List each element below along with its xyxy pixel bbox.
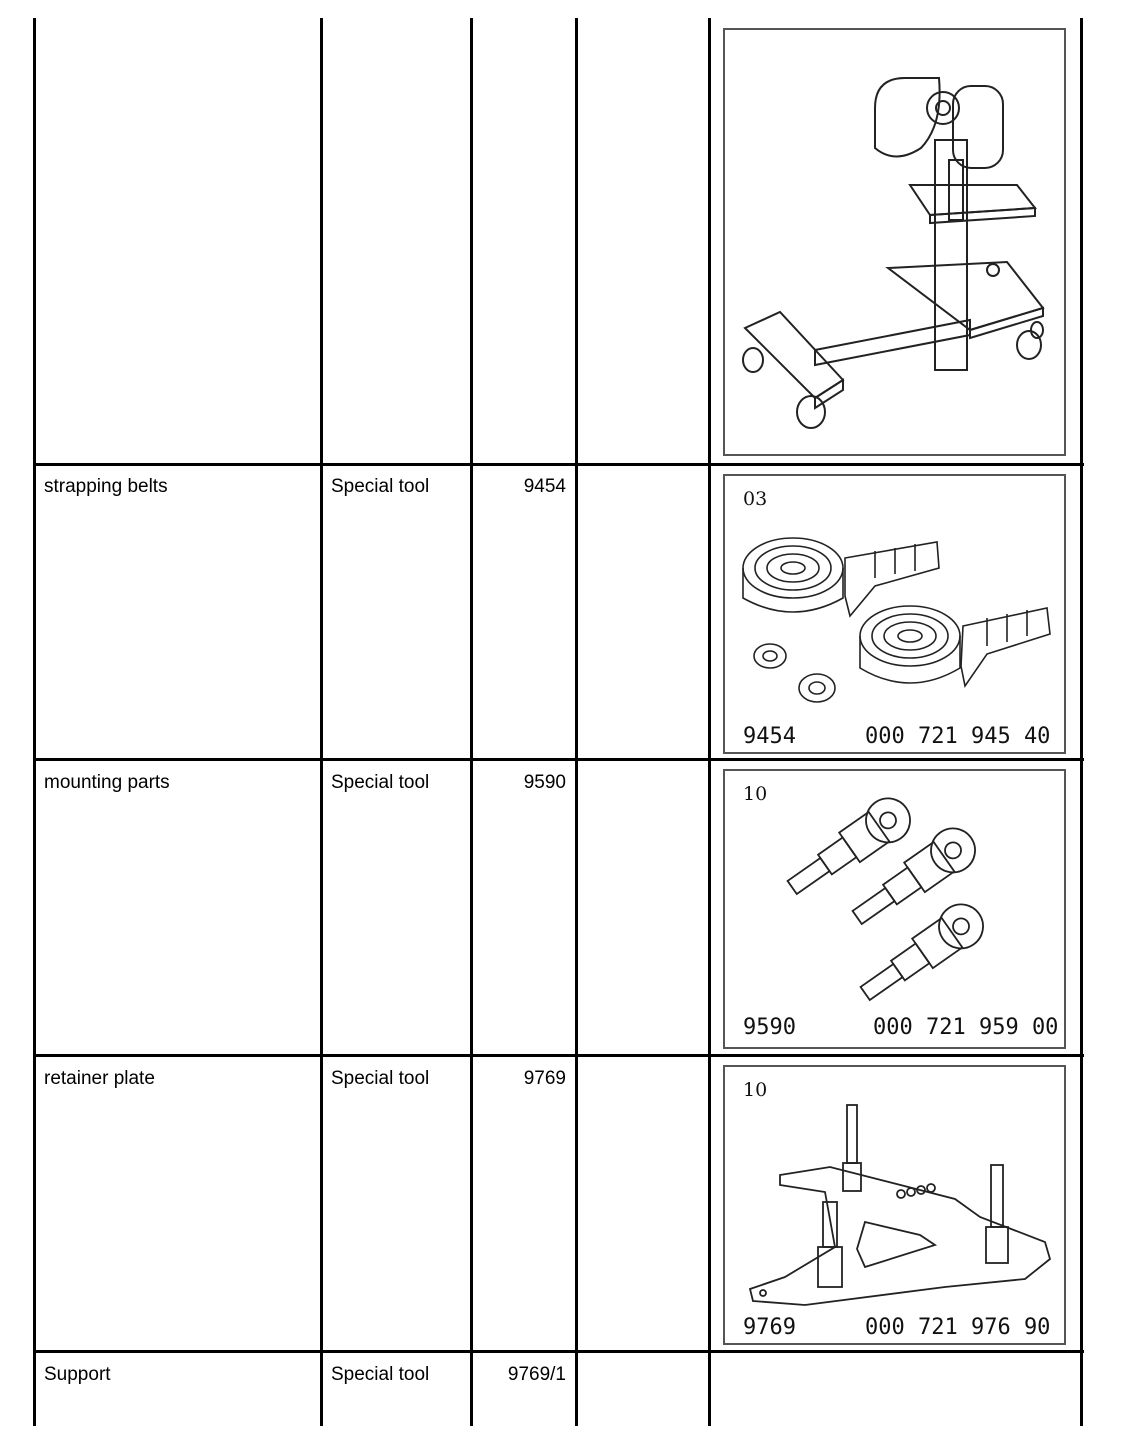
tool-description: retainer plate xyxy=(44,1068,155,1089)
figure-quantity: 10 xyxy=(743,1079,768,1101)
tool-description: Support xyxy=(44,1364,111,1385)
table-border-right xyxy=(1080,18,1083,1426)
tool-type: Special tool xyxy=(331,772,430,793)
figure-part-number: 000 721 976 90 xyxy=(865,1315,1051,1340)
tool-type: Special tool xyxy=(331,1068,430,1089)
tool-description: mounting parts xyxy=(44,772,170,793)
figure-part-number: 000 721 959 00 xyxy=(873,1015,1059,1040)
table-border-left xyxy=(33,18,36,1426)
tool-description: strapping belts xyxy=(44,476,168,497)
row-divider xyxy=(34,758,1084,761)
figure-quantity: 03 xyxy=(743,488,768,510)
tool-number: 9590 xyxy=(523,772,566,793)
tool-number: 9454 xyxy=(523,476,566,497)
column-divider xyxy=(575,18,578,1426)
figure-part-number: 000 721 945 40 xyxy=(865,724,1051,749)
row-divider xyxy=(34,463,1084,466)
column-divider xyxy=(708,18,711,1426)
column-divider xyxy=(470,18,473,1426)
tool-figure xyxy=(723,769,1066,1049)
figure-quantity: 10 xyxy=(743,783,768,805)
tool-figure xyxy=(723,474,1066,754)
mounting-bolts-icon xyxy=(725,771,1066,1049)
column-divider xyxy=(320,18,323,1426)
tool-figure xyxy=(723,28,1066,456)
tool-figure xyxy=(723,1065,1066,1345)
tool-type: Special tool xyxy=(331,1364,430,1385)
row-divider xyxy=(34,1350,1084,1353)
tool-number: 9769/1 xyxy=(507,1364,566,1385)
figure-tool-number: 9590 xyxy=(743,1015,796,1040)
figure-tool-number: 9769 xyxy=(743,1315,796,1340)
engine-stand-icon xyxy=(725,30,1066,456)
tool-type: Special tool xyxy=(331,476,430,497)
figure-tool-number: 9454 xyxy=(743,724,796,749)
retainer-plate-icon xyxy=(725,1067,1066,1345)
row-divider xyxy=(34,1054,1084,1057)
strapping-belts-icon xyxy=(725,476,1066,754)
tool-number: 9769 xyxy=(523,1068,566,1089)
